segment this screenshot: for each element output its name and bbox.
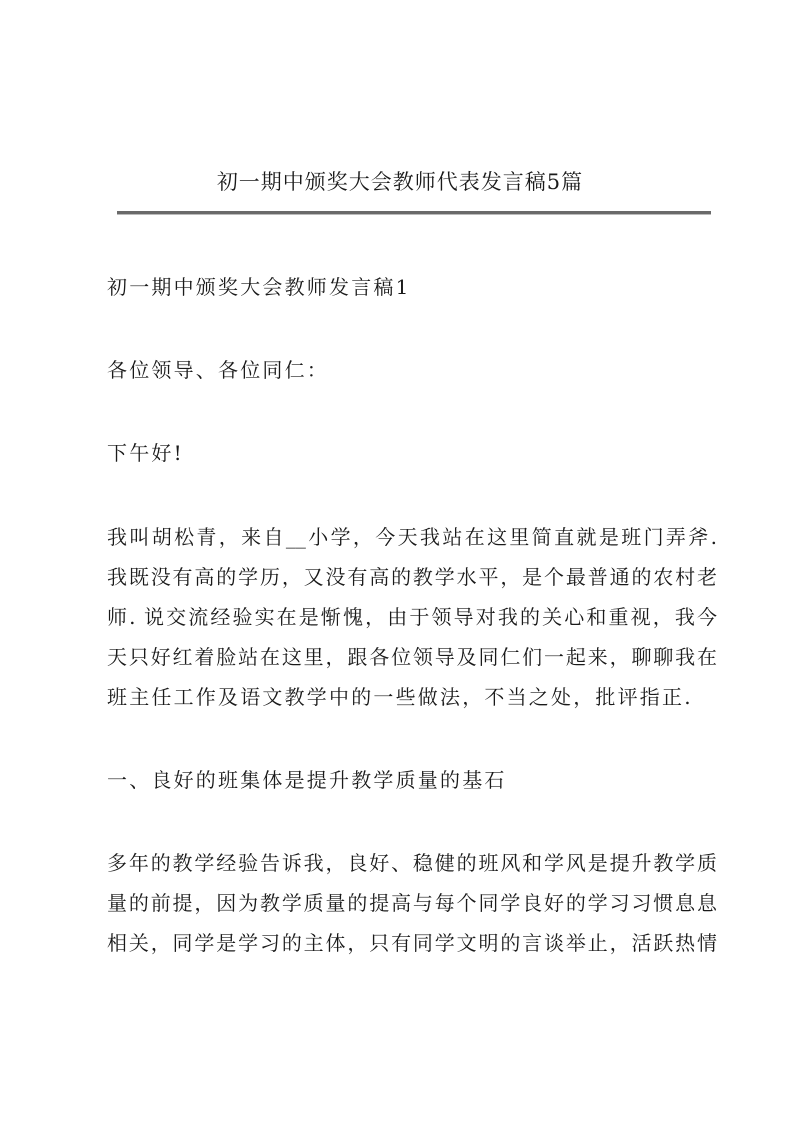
greeting: 下午好! <box>107 441 184 465</box>
paragraph-line: 师. 说交流经验实在是惭愧，由于领导对我的关心和重视，我今 <box>107 605 717 629</box>
paragraph-line: 量的前提，因为教学质量的提高与每个同学良好的学习习惯息息 <box>107 891 717 915</box>
salutation: 各位领导、各位同仁： <box>107 358 329 382</box>
paragraph-line: 多年的教学经验告诉我，良好、稳健的班风和学风是提升教学质 <box>107 851 717 875</box>
paragraph-line: 我叫胡松青，来自__小学，今天我站在这里简直就是班门弄斧. <box>107 525 717 549</box>
document-title: 初一期中颁奖大会教师代表发言稿5篇 <box>216 170 584 194</box>
section-heading: 一、良好的班集体是提升教学质量的基石 <box>107 768 507 792</box>
title-divider <box>117 211 711 215</box>
paragraph-line: 我既没有高的学历，又没有高的教学水平，是个最普通的农村老 <box>107 565 717 589</box>
paragraph-line: 相关，同学是学习的主体，只有同学文明的言谈举止，活跃热情 <box>107 931 717 955</box>
paragraph-line: 班主任工作及语文教学中的一些做法，不当之处，批评指正. <box>107 685 693 709</box>
section-title: 初一期中颁奖大会教师发言稿1 <box>107 275 411 299</box>
paragraph-line: 天只好红着脸站在这里，跟各位领导及同仁们一起来，聊聊我在 <box>107 645 717 669</box>
